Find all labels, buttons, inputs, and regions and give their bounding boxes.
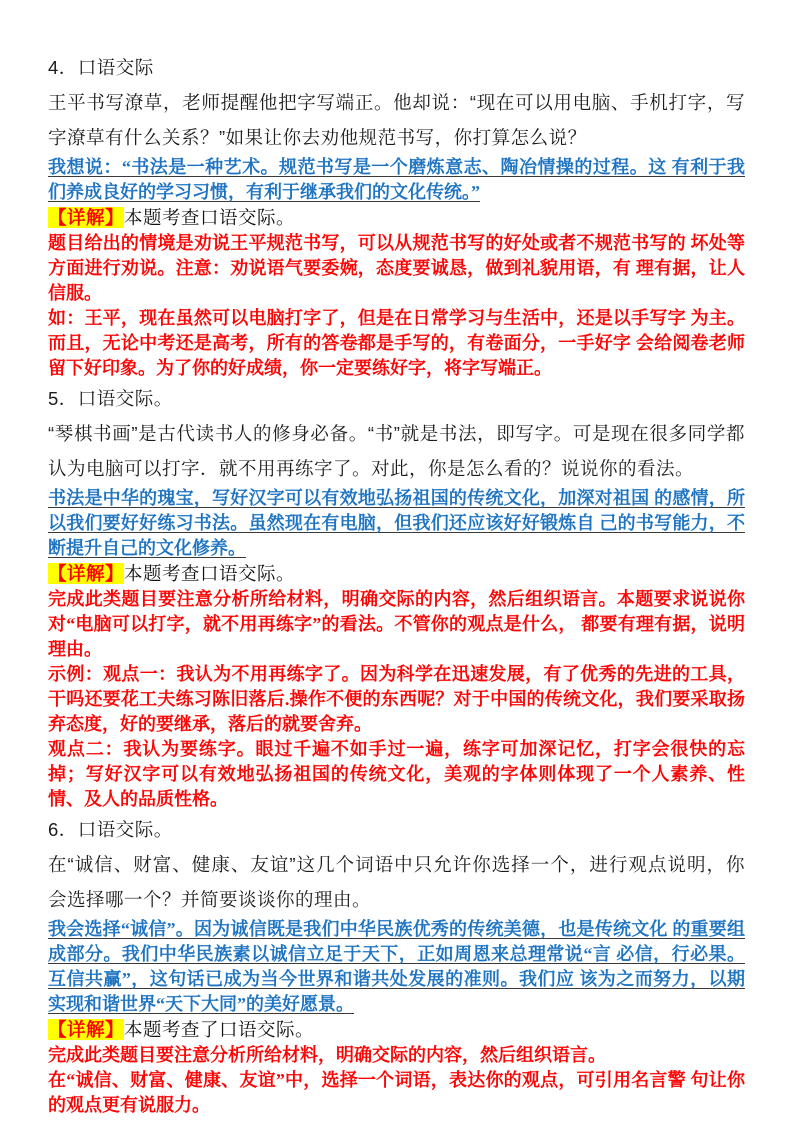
detail-label-badge: 【详解】 — [48, 1019, 125, 1040]
exercise-5-explanation-paragraph: 示例：观点一：我认为不用再练字了。因为科学在迅速发展，有了优秀的先进的工具，干吗还要花工夫练习陈旧落后.操作不便的东西呢？对于中国的传统文化，我们要采取扬弃态度，好的要继承，落后的就要舍弃。 — [48, 664, 745, 734]
exercise-6-question: 在“诚信、财富、健康、友谊”这几个词语中只允许你选择一个，进行观点说明，你 会选择哪一个？并简要谈谈你的理由。 — [48, 854, 745, 910]
exercise-4-question: 王平书写潦草，老师提醒他把字写端正。他却说：“现在可以用电脑、手机打字，写字潦草有什么关系？”如果让你去劝他规范书写，你打算怎么说？ — [48, 92, 745, 148]
exercise-5-title: 5．口语交际。 — [48, 388, 173, 409]
exercise-4-detail-line — [48, 205, 745, 231]
detail-label-badge: 【详解】 — [48, 207, 125, 228]
exercise-4-title: 4．口语交际 — [48, 57, 154, 78]
exercise-4-explanation-paragraph: 如：王平，现在虽然可以电脑打字了，但是在日常学习与生活中，还是以手写字 为主。而且，无论中考还是高考，所有的答卷都是手写的，有卷面分，一手好字 会给阅卷老师留下好印象。为了你的好成绩，你一定要练好字，将字写端正。 — [48, 308, 745, 378]
exercise-5 — [48, 381, 745, 812]
exercise-6-title: 6．口语交际。 — [48, 819, 173, 840]
exercise-6-detail-line — [48, 1017, 745, 1043]
exercise-5-answer: 书法是中华的瑰宝，写好汉字可以有效地弘扬祖国的传统文化，加深对祖国 的感情，所以我们要好好练习书法。虽然现在有电脑，但我们还应该好好锻炼自 己的书写能力，不断提升自己的文化修养。 — [48, 488, 745, 558]
exercise-4-explanation-paragraph: 题目给出的情境是劝说王平规范书写，可以从规范书写的好处或者不规范书写的 坏处等方面进行劝说。注意：劝说语气要委婉，态度要诚恳，做到礼貌用语，有 理有据，让人信服。 — [48, 233, 745, 303]
exercise-5-explanation-paragraph: 完成此类题目要注意分析所给材料，明确交际的内容，然后组织语言。本题要求说说你对“电脑可以打字，就不用再练字”的看法。不管你的观点是什么， 都要有理有据，说明理由。 — [48, 589, 745, 659]
detail-heading: 本题考查了口语交际。 — [124, 1019, 315, 1040]
exercise-4-answer: 我想说：“书法是一种艺术。规范书写是一个磨炼意志、陶冶情操的过程。这 有利于我们养成良好的学习习惯，有利于继承我们的文化传统。” — [48, 157, 745, 202]
exercise-6-answer: 我会选择“诚信”。因为诚信既是我们中华民族优秀的传统美德，也是传统文化 的重要组成部分。我们中华民族素以诚信立足于天下，正如周恩来总理常说“言 必信，行必果。互信共赢”，这句话已成为当今世界和谐共处发展的准则。我们应 该为之而努力，以期实现和谐世界“天下大同”的美好愿景。 — [48, 919, 745, 1014]
detail-label-badge: 【详解】 — [48, 563, 125, 584]
detail-heading: 本题考查口语交际。 — [124, 563, 296, 584]
exercise-5-detail-line — [48, 561, 745, 587]
exercise-5-explanation-paragraph: 观点二：我认为要练字。眼过千遍不如手过一遍，练字可加深记忆，打字会很快的忘掉；写好汉字可以有效地弘扬祖国的传统文化，美观的字体则体现了一个人素养、性情、及人的品质性格。 — [48, 739, 745, 809]
exercise-6-explanation-paragraph: 在“诚信、财富、健康、友谊”中，选择一个词语，表达你的观点，可引用名言警 句让你的观点更有说服力。 — [48, 1070, 745, 1115]
exercise-5-question: “琴棋书画”是古代读书人的修身必备。“书”就是书法，即写字。可是现在很多同学都认为电脑可以打字．就不用再练字了。对此，你是怎么看的？说说你的看法。 — [48, 423, 745, 479]
exercise-4 — [48, 50, 745, 381]
detail-heading: 本题考查口语交际。 — [124, 207, 296, 228]
exercise-6 — [48, 812, 745, 1118]
exercise-6-explanation-paragraph: 完成此类题目要注意分析所给材料，明确交际的内容，然后组织语言。 — [48, 1045, 606, 1065]
